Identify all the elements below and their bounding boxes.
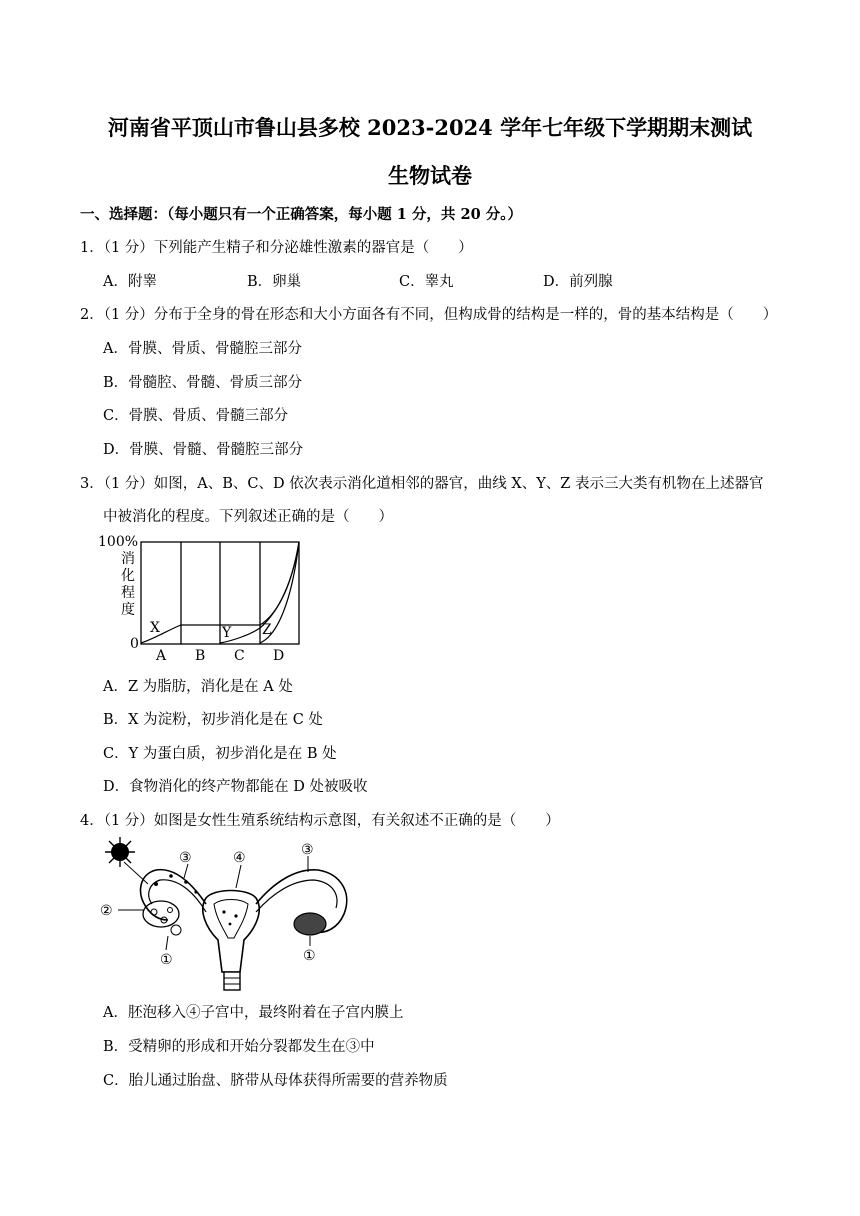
question-3-stem-line2: 中被消化的程度。下列叙述正确的是（ ） — [103, 509, 393, 525]
label-oviduct-left: ③ — [179, 850, 192, 866]
section-heading: 一、选择题：（每小题只有一个正确答案，每小题 1 分，共 20 分。） — [80, 206, 522, 223]
curve-x-label: X — [150, 620, 160, 636]
label-ovary-left: ① — [160, 952, 173, 968]
question-3-option-a: A．Z 为脂肪，消化是在 A 处 — [103, 679, 293, 695]
y-axis-top-label: 100% — [98, 534, 139, 550]
question-3-option-c: C．Y 为蛋白质，初步消化是在 B 处 — [103, 746, 337, 762]
question-2-option-c: C．骨膜、骨质、骨髓三部分 — [103, 408, 289, 424]
left-ovary — [143, 901, 179, 927]
question-1-option-b: B．卵巢 — [247, 274, 302, 290]
y-axis-label-char-1: 消 — [121, 551, 135, 567]
organ-d-label: D — [273, 648, 285, 664]
question-2-option-a: A．骨膜、骨质、骨髓腔三部分 — [103, 341, 302, 357]
right-ovary — [294, 913, 326, 935]
left-oviduct — [141, 870, 206, 920]
question-1-option-d: D．前列腺 — [543, 274, 613, 290]
question-2-option-b: B．骨髓腔、骨髓、骨质三部分 — [103, 375, 303, 391]
ovum-burst-icon — [105, 837, 135, 867]
organ-b-label: B — [195, 648, 206, 664]
female-reproductive-system-diagram — [96, 832, 366, 994]
digestion-chart — [96, 530, 316, 666]
vagina — [224, 972, 240, 990]
question-3-option-d: D．食物消化的终产物都能在 D 处被吸收 — [103, 779, 368, 795]
label-ovary-right: ① — [303, 948, 316, 964]
question-3-stem-line1: 3．（1 分）如图，A、B、C、D 依次表示消化道相邻的器官，曲线 X、Y、Z 表示三大类有机物在上述器官 — [80, 476, 764, 492]
y-axis-label-char-3: 程 — [121, 585, 135, 601]
y-axis-zero-label: 0 — [130, 636, 139, 652]
question-4-option-c: C．胎儿通过胎盘、脐带从母体获得所需要的营养物质 — [103, 1073, 448, 1089]
label-follicle: ② — [100, 903, 113, 919]
question-2-stem: 2．（1 分）分布于全身的骨在形态和大小方面各有不同，但构成骨的结构是一样的，骨的基本结构是（ ） — [80, 307, 778, 323]
question-2-option-d: D．骨膜、骨髓、骨髓腔三部分 — [103, 442, 304, 458]
paper-subtitle: 生物试卷 — [388, 163, 472, 188]
y-axis-label-char-4: 度 — [121, 602, 135, 618]
paper-title: 河南省平顶山市鲁山县多校 2023-2024 学年七年级下学期期末测试 — [107, 115, 753, 140]
curve-z-label: Z — [262, 622, 272, 638]
question-1-option-a: A．附睾 — [103, 274, 157, 290]
question-1-stem: 1．（1 分）下列能产生精子和分泌雄性激素的器官是（ ） — [80, 240, 473, 256]
curve-y-label: Y — [222, 625, 232, 641]
uterus — [203, 891, 259, 973]
y-axis-label-char-2: 化 — [121, 568, 135, 584]
question-4-stem: 4．（1 分）如图是女性生殖系统结构示意图，有关叙述不正确的是（ ） — [80, 813, 560, 829]
label-uterus: ④ — [233, 850, 246, 866]
organ-c-label: C — [234, 648, 245, 664]
label-oviduct-right: ③ — [301, 842, 314, 858]
question-4-option-b: B．受精卵的形成和开始分裂都发生在③中 — [103, 1039, 375, 1055]
question-4-option-a: A．胚泡移入④子宫中，最终附着在子宫内膜上 — [103, 1005, 404, 1021]
question-1-option-c: C．睾丸 — [399, 274, 454, 290]
organ-a-label: A — [156, 648, 167, 664]
question-3-option-b: B．X 为淀粉，初步消化是在 C 处 — [103, 712, 323, 728]
